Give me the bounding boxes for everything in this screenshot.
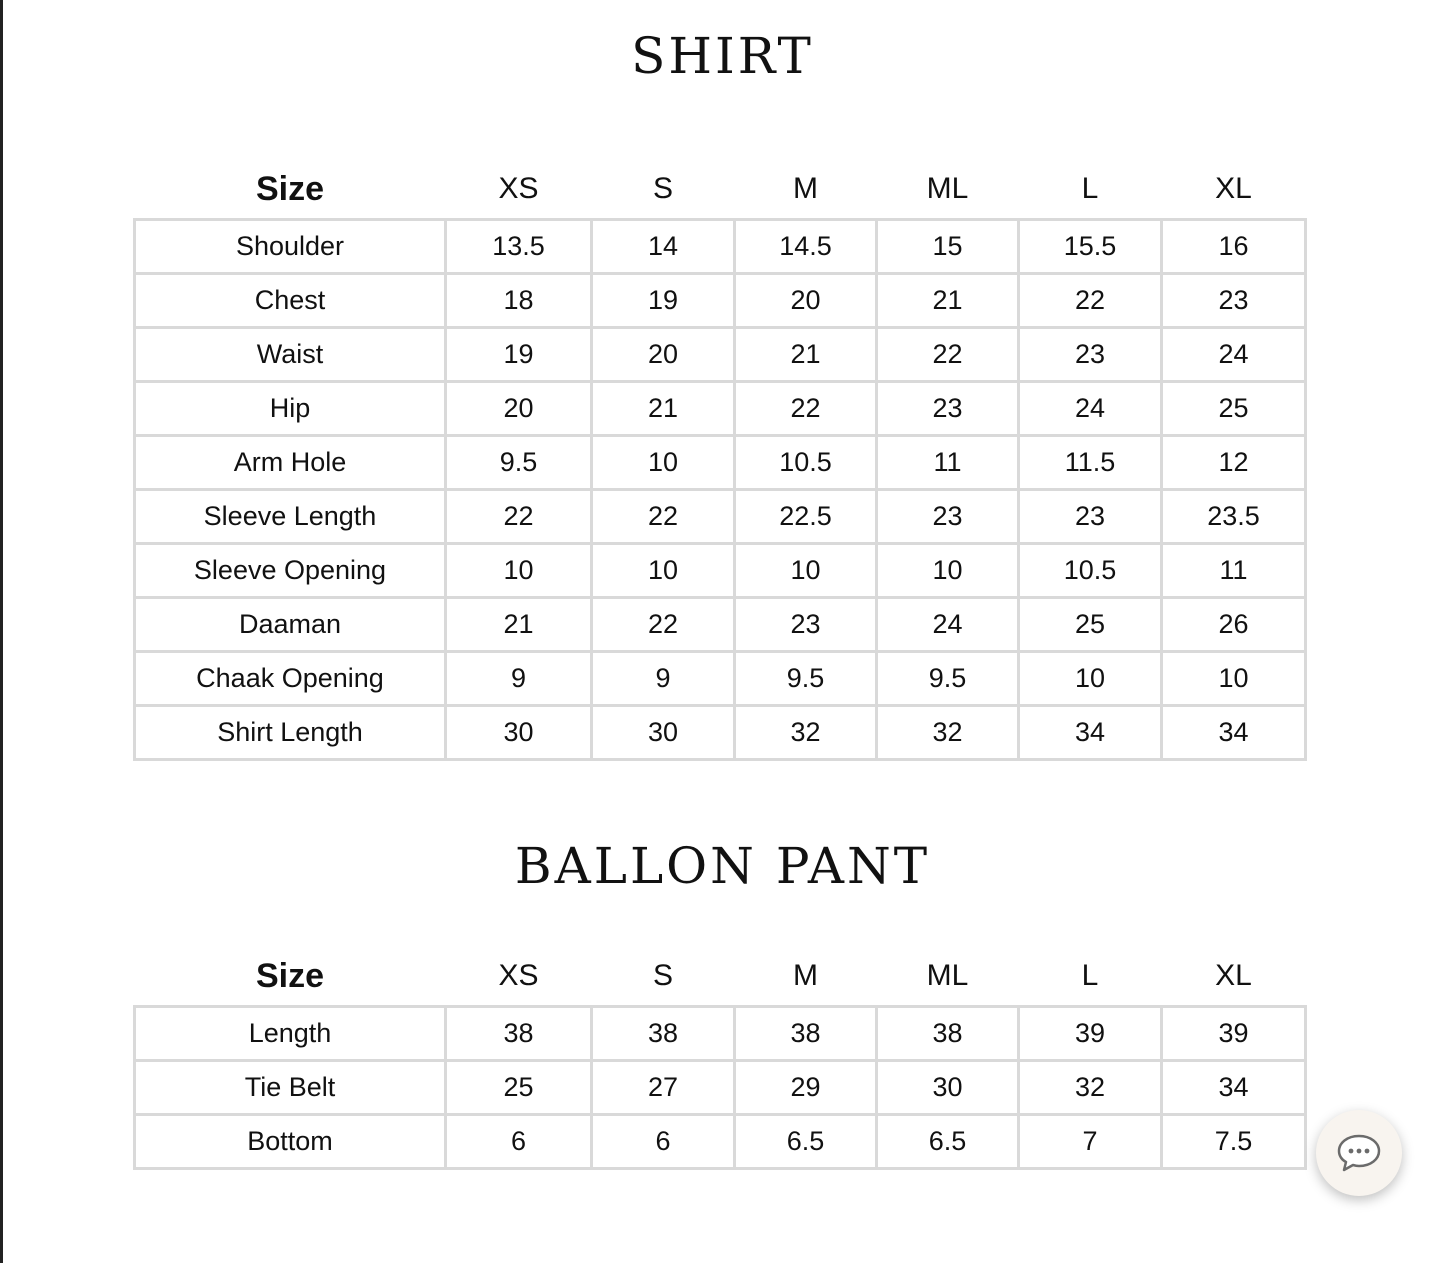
measurement-value: 13.5 <box>446 220 592 274</box>
size-column-xl: XL <box>1215 959 1252 992</box>
measurement-value: 6 <box>446 1115 592 1169</box>
measurement-value: 22 <box>1019 274 1162 328</box>
measurement-value: 22 <box>592 598 735 652</box>
measurement-value: 9.5 <box>877 652 1019 706</box>
measurement-value: 38 <box>877 1007 1019 1061</box>
measurement-value: 23 <box>1019 490 1162 544</box>
measurement-value: 25 <box>1019 598 1162 652</box>
measurement-value: 30 <box>446 706 592 760</box>
pant-size-table <box>133 947 1307 1170</box>
measurement-value: 10 <box>446 544 592 598</box>
measurement-label-chest: Chest <box>135 274 446 328</box>
measurement-value: 39 <box>1019 1007 1162 1061</box>
measurement-value: 15 <box>877 220 1019 274</box>
measurement-label-hip: Hip <box>135 382 446 436</box>
measurement-value: 25 <box>1162 382 1306 436</box>
measurement-value: 20 <box>592 328 735 382</box>
measurement-value: 23 <box>735 598 877 652</box>
measurement-value: 34 <box>1019 706 1162 760</box>
measurement-value: 23.5 <box>1162 490 1306 544</box>
measurement-value: 14.5 <box>735 220 877 274</box>
table-header-row <box>135 947 1306 1007</box>
size-column-l: L <box>1081 959 1099 992</box>
size-column-ml: ML <box>926 959 969 992</box>
chat-bubble-icon <box>1334 1131 1384 1175</box>
measurement-value: 11 <box>1162 544 1306 598</box>
measurement-value: 30 <box>877 1061 1019 1115</box>
table-header-row <box>135 160 1306 220</box>
measurement-value: 27 <box>592 1061 735 1115</box>
shirt-title: SHIRT <box>631 27 814 85</box>
table-row <box>135 544 1306 598</box>
measurement-value: 10.5 <box>735 436 877 490</box>
measurement-value: 9.5 <box>735 652 877 706</box>
table-row <box>135 328 1306 382</box>
measurement-label-sleeve-length: Sleeve Length <box>135 490 446 544</box>
measurement-value: 10.5 <box>1019 544 1162 598</box>
measurement-label-tie-belt: Tie Belt <box>135 1061 446 1115</box>
measurement-value: 11 <box>877 436 1019 490</box>
size-header: Size <box>255 956 325 995</box>
measurement-value: 21 <box>735 328 877 382</box>
measurement-label-shirt-length: Shirt Length <box>135 706 446 760</box>
size-column-xl: XL <box>1215 172 1252 205</box>
measurement-value: 10 <box>877 544 1019 598</box>
measurement-value: 12 <box>1162 436 1306 490</box>
measurement-value: 39 <box>1162 1007 1306 1061</box>
measurement-value: 19 <box>592 274 735 328</box>
measurement-value: 30 <box>592 706 735 760</box>
measurement-value: 9 <box>446 652 592 706</box>
table-row <box>135 706 1306 760</box>
measurement-label-bottom: Bottom <box>135 1115 446 1169</box>
table-row <box>135 1007 1306 1061</box>
table-row <box>135 274 1306 328</box>
size-column-s: S <box>652 959 673 992</box>
table-row <box>135 382 1306 436</box>
measurement-value: 38 <box>446 1007 592 1061</box>
size-column-xs: XS <box>498 172 539 205</box>
measurement-value: 14 <box>592 220 735 274</box>
measurement-value: 9.5 <box>446 436 592 490</box>
measurement-value: 11.5 <box>1019 436 1162 490</box>
measurement-value: 32 <box>877 706 1019 760</box>
size-column-l: L <box>1081 172 1099 205</box>
measurement-value: 22 <box>877 328 1019 382</box>
measurement-label-sleeve-opening: Sleeve Opening <box>135 544 446 598</box>
measurement-value: 24 <box>877 598 1019 652</box>
measurement-value: 10 <box>592 436 735 490</box>
measurement-value: 10 <box>592 544 735 598</box>
measurement-value: 32 <box>735 706 877 760</box>
table-row <box>135 220 1306 274</box>
measurement-value: 23 <box>1019 328 1162 382</box>
measurement-value: 22 <box>592 490 735 544</box>
measurement-value: 21 <box>877 274 1019 328</box>
measurement-value: 7.5 <box>1162 1115 1306 1169</box>
measurement-value: 7 <box>1019 1115 1162 1169</box>
measurement-value: 26 <box>1162 598 1306 652</box>
measurement-value: 21 <box>446 598 592 652</box>
table-row <box>135 436 1306 490</box>
measurement-value: 20 <box>735 274 877 328</box>
measurement-value: 10 <box>735 544 877 598</box>
size-column-s: S <box>652 172 673 205</box>
measurement-label-shoulder: Shoulder <box>135 220 446 274</box>
measurement-value: 23 <box>1162 274 1306 328</box>
measurement-value: 10 <box>1162 652 1306 706</box>
table-row <box>135 598 1306 652</box>
measurement-label-waist: Waist <box>135 328 446 382</box>
measurement-value: 34 <box>1162 706 1306 760</box>
measurement-value: 38 <box>735 1007 877 1061</box>
size-column-m: M <box>793 959 818 992</box>
measurement-value: 9 <box>592 652 735 706</box>
measurement-value: 10 <box>1019 652 1162 706</box>
measurement-value: 24 <box>1162 328 1306 382</box>
pant-title: BALLON PANT <box>514 837 931 895</box>
chat-button[interactable] <box>1316 1110 1402 1196</box>
measurement-value: 32 <box>1019 1061 1162 1115</box>
measurement-value: 29 <box>735 1061 877 1115</box>
measurement-value: 6.5 <box>877 1115 1019 1169</box>
measurement-label-length: Length <box>135 1007 446 1061</box>
measurement-value: 6.5 <box>735 1115 877 1169</box>
measurement-value: 34 <box>1162 1061 1306 1115</box>
table-row <box>135 490 1306 544</box>
measurement-value: 6 <box>592 1115 735 1169</box>
measurement-value: 15.5 <box>1019 220 1162 274</box>
measurement-value: 19 <box>446 328 592 382</box>
measurement-label-chaak-opening: Chaak Opening <box>135 652 446 706</box>
measurement-value: 18 <box>446 274 592 328</box>
size-header: Size <box>255 169 325 208</box>
table-row <box>135 1115 1306 1169</box>
measurement-value: 23 <box>877 382 1019 436</box>
size-column-xs: XS <box>498 959 539 992</box>
measurement-value: 22 <box>735 382 877 436</box>
measurement-value: 16 <box>1162 220 1306 274</box>
shirt-size-table <box>133 160 1307 761</box>
measurement-value: 25 <box>446 1061 592 1115</box>
measurement-value: 23 <box>877 490 1019 544</box>
measurement-label-daaman: Daaman <box>135 598 446 652</box>
measurement-label-arm-hole: Arm Hole <box>135 436 446 490</box>
measurement-value: 22.5 <box>735 490 877 544</box>
measurement-value: 38 <box>592 1007 735 1061</box>
size-column-ml: ML <box>926 172 969 205</box>
size-column-m: M <box>793 172 818 205</box>
table-row <box>135 652 1306 706</box>
table-row <box>135 1061 1306 1115</box>
window-left-edge <box>0 0 3 1263</box>
measurement-value: 22 <box>446 490 592 544</box>
measurement-value: 20 <box>446 382 592 436</box>
measurement-value: 21 <box>592 382 735 436</box>
measurement-value: 24 <box>1019 382 1162 436</box>
